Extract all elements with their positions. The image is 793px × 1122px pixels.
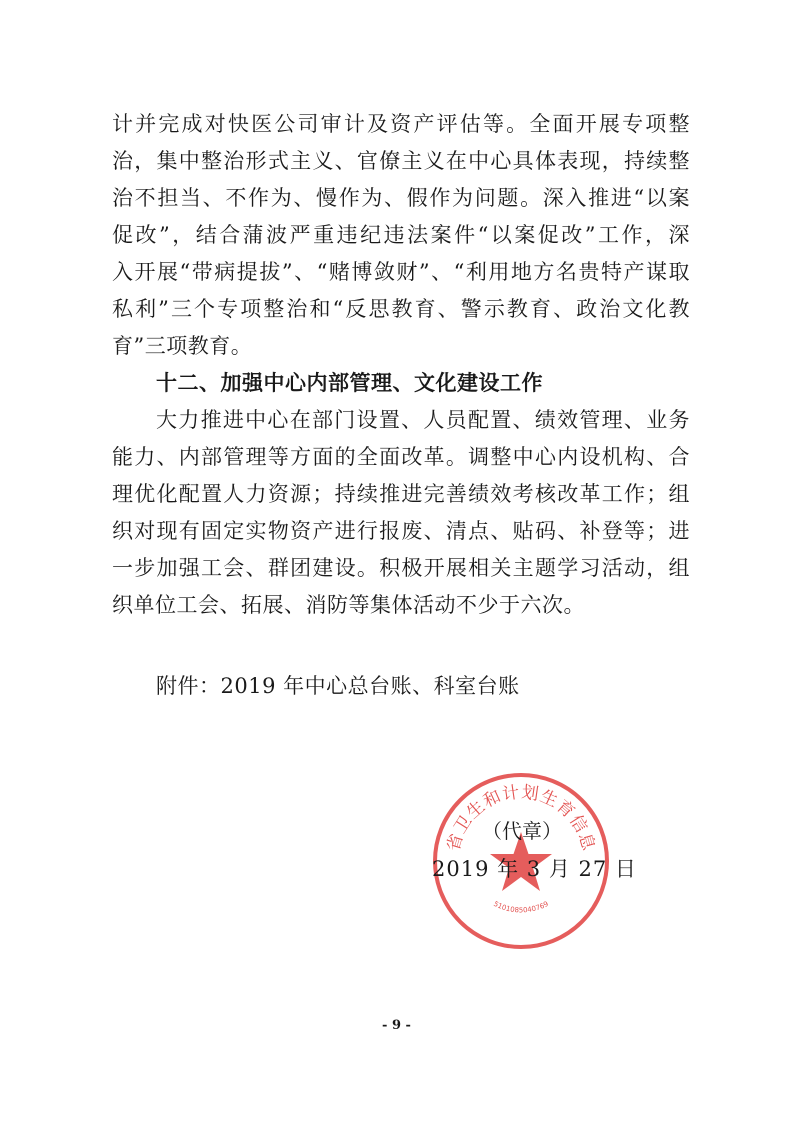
body-line: 治，集中整治形式主义、官僚主义在中心具体表现，持续整	[112, 149, 690, 173]
body-line: 织对现有固定实物资产进行报废、清点、贴码、补登等；进	[112, 519, 690, 543]
body-text	[112, 106, 690, 624]
body-line: 计并完成对快医公司审计及资产评估等。全面开展专项整	[112, 112, 690, 136]
page-number: - 9 -	[382, 1018, 411, 1033]
signature-date: 2019 年 3 月 27 日	[432, 857, 637, 881]
body-line: 育”三项教育。	[112, 334, 253, 358]
body-line: 私利”三个专项整治和“反思教育、警示教育、政治文化教	[112, 297, 690, 321]
body-line: 入开展“带病提拔”、“赌博敛财”、“利用地方名贵特产谋取	[112, 260, 690, 284]
body-line: 大力推进中心在部门设置、人员配置、绩效管理、业务	[156, 408, 690, 432]
seal-label: （代章）	[482, 819, 562, 843]
body-line: 一步加强工会、群团建设。积极开展相关主题学习活动，组	[112, 556, 690, 580]
body-line: 促改”，结合蒲波严重违纪违法案件“以案促改”工作，深	[112, 223, 690, 247]
seal-code: 5101085040769	[492, 899, 550, 915]
seal-text: 省卫生和计划生育信息	[443, 782, 599, 854]
body-line: 治不担当、不作为、慢作为、假作为问题。深入推进“以案	[112, 186, 690, 210]
body-line: 理优化配置人力资源；持续推进完善绩效考核改革工作；组	[112, 482, 690, 506]
body-line: 织单位工会、拓展、消防等集体活动不少于六次。	[112, 593, 585, 617]
section-heading: 十二、加强中心内部管理、文化建设工作	[156, 371, 543, 395]
body-line: 能力、内部管理等方面的全面改革。调整中心内设机构、合	[112, 445, 690, 469]
attachment-note: 附件：2019 年中心总台账、科室台账	[156, 674, 520, 698]
